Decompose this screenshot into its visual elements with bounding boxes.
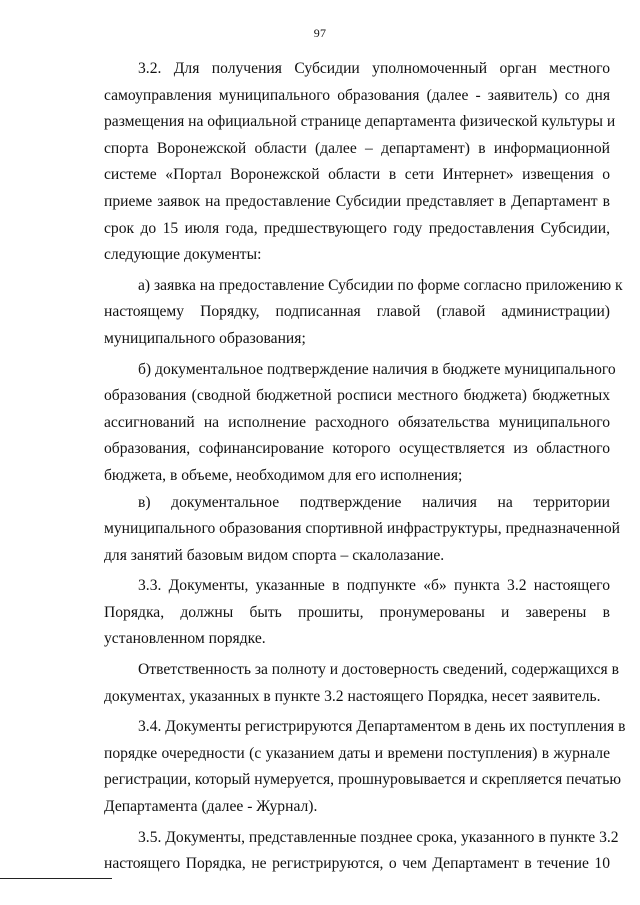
text-line: в) документальное подтверждение наличия на территории (138, 493, 610, 511)
text-line: Департамента (далее - Журнал). (104, 798, 318, 816)
text-line: Порядка, должны быть прошиты, пронумерованы и заверены в (104, 603, 610, 621)
text-line: системе «Портал Воронежской области в сети Интернет» извещения о (104, 166, 610, 184)
text-line: документах, указанных в пункте 3.2 настоящего Порядка, несет заявитель. (104, 687, 601, 705)
text-line: срок до 15 июля года, предшествующего году предоставления Субсидии, (104, 219, 610, 237)
list-item-v (104, 490, 621, 570)
text-line: ассигнований на исполнение расходного обязательства муниципального (104, 413, 610, 431)
paragraph-3-2 (104, 56, 616, 269)
text-line: бюджета, в объеме, необходимом для его исполнения; (104, 466, 463, 484)
text-line: а) заявка на предоставление Субсидии по форме согласно приложению к (138, 276, 623, 294)
text-line: настоящему Порядку, подписанная главой (главой администрации) (104, 303, 610, 321)
text-line: приеме заявок на предоставление Субсидии представляет в Департамент в (104, 192, 610, 210)
text-line: для занятий базовым видом спорта – скалолазание. (104, 546, 445, 564)
text-line: 3.4. Документы регистрируются Департаментом в день их поступления в (138, 718, 626, 736)
text-line: размещения на официальной странице департамента физической культуры и (104, 113, 616, 131)
footer-rule (0, 878, 112, 879)
text-line: Ответственность за полноту и достоверность сведений, содержащихся в (138, 661, 619, 679)
text-line: образования (сводной бюджетной росписи местного бюджета) бюджетных (104, 387, 610, 405)
page-number: 97 (313, 26, 327, 40)
paragraph-3-4 (104, 714, 626, 820)
text-line: регистрации, который нумеруется, прошнуровывается и скрепляется печатью (104, 771, 621, 789)
paragraph-3-3 (104, 573, 610, 653)
text-line: порядке очередности (с указанием даты и времени поступления) в журнале (104, 744, 610, 762)
text-line: б) документальное подтверждение наличия в бюджете муниципального (138, 360, 616, 378)
text-line: 3.5. Документы, представленные позднее срока, указанного в пункте 3.2 (138, 828, 619, 846)
list-item-b (104, 357, 616, 490)
text-line: настоящего Порядка, не регистрируются, о чем Департамент в течение 10 (104, 855, 610, 873)
paragraph-responsibility (104, 657, 619, 710)
text-line: 3.3. Документы, указанные в подпункте «б» пункта 3.2 настоящего (138, 577, 610, 595)
paragraph-3-5 (104, 825, 619, 878)
text-line: муниципального образования спортивной инфраструктуры, предназначенной (104, 520, 621, 538)
text-line: муниципального образования; (104, 329, 306, 347)
text-line: образования, софинансирование которого осуществляется из областного (104, 440, 610, 458)
text-line: 3.2. Для получения Субсидии уполномоченный орган местного (138, 60, 610, 77)
text-line: спорта Воронежской области (далее – департамент) в информационной (104, 139, 610, 157)
text-line: установленном порядке. (104, 630, 266, 648)
document-body (104, 56, 626, 878)
text-line: следующие документы: (104, 246, 262, 264)
list-item-a (104, 273, 623, 353)
text-line: самоуправления муниципального образования (далее - заявитель) со дня (104, 86, 610, 104)
